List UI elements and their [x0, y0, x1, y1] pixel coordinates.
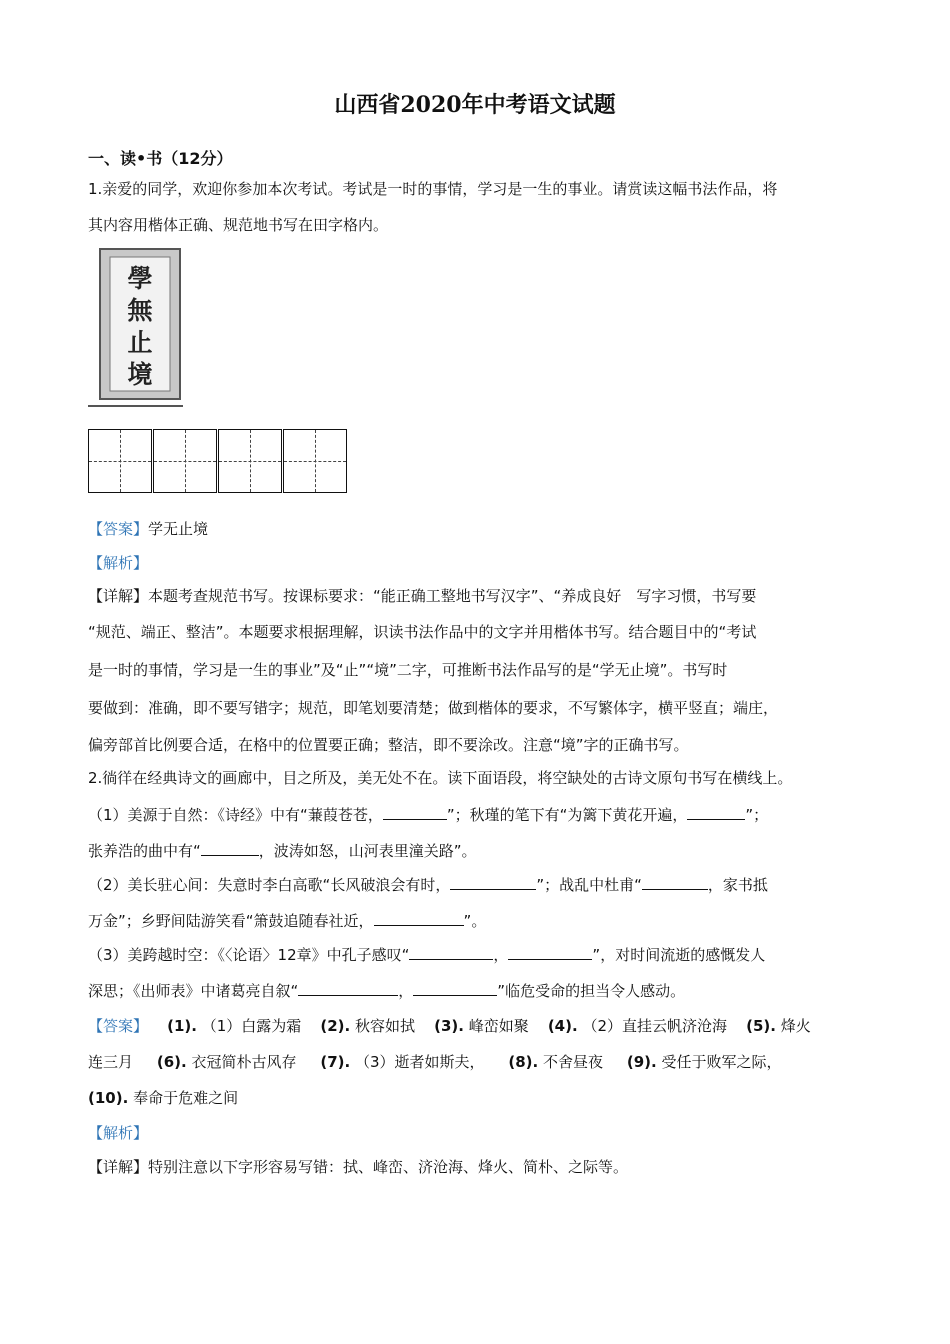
q2-intro: 2.徜徉在经典诗文的画廊中，目之所及，美无处不在。读下面语段，将空缺处的古诗文原句书写在横线上。	[88, 769, 793, 787]
q2-text: ”；秋瑾的笔下有“为篱下黄花开遍，	[446, 806, 688, 824]
page-title: 山西省2020年中考语文试题	[334, 92, 616, 118]
answer-number: (1).	[167, 1017, 197, 1035]
grid-cell	[218, 429, 282, 493]
q2-text: ”临危受命的担当令人感动。	[497, 982, 686, 1000]
answer-text: 学无止境	[148, 520, 209, 538]
detail-tag: 【详解】	[88, 1158, 149, 1176]
answer-text: （2）直挂云帆济沧海	[582, 1017, 728, 1035]
q2-p1-line2	[88, 839, 477, 861]
q2-p2-line1	[88, 873, 768, 895]
answer-text: 秋容如拭	[355, 1017, 416, 1035]
q2-text: ，波涛如怒，山河表里潼关路”。	[258, 842, 477, 860]
grid-cell	[283, 429, 347, 493]
answer-number: (8).	[508, 1053, 539, 1071]
answer-number: (3).	[434, 1017, 464, 1035]
grid-cell	[88, 429, 152, 493]
q2-text: 深思；《出师表》中诸葛亮自叙“	[88, 982, 299, 1000]
answer-tag: 【答案】	[88, 520, 149, 538]
section-heading: 一、读•书（12分）	[88, 149, 233, 168]
q2-detail	[88, 1156, 628, 1177]
q1-detail-line2: “规范、端正、整洁”。本题要求根据理解，识读书法作品中的文字并用楷体书写。结合题目中的“考试	[88, 623, 757, 641]
q2-text: ，	[398, 982, 414, 1000]
answer-text: 衣冠简朴古风存	[191, 1053, 297, 1071]
q2-answer-line2	[88, 1051, 782, 1072]
fill-blank[interactable]	[450, 873, 536, 890]
calligraphy-char-1: 學	[127, 264, 153, 293]
q1-line1: 1.亲爱的同学，欢迎你参加本次考试。考试是一时的事情，学习是一生的事业。请赏读这幅书法作品，将	[88, 180, 778, 198]
q1-answer	[88, 518, 208, 539]
q1-detail-line4: 要做到：准确，即不要写错字；规范，即笔划要清楚；做到楷体的要求，不写繁体字，横平竖直；端庄，	[88, 699, 779, 717]
q2-answer-line3	[88, 1087, 238, 1108]
answer-text: （1）白露为霜	[201, 1017, 302, 1035]
q2-p1-line1	[88, 803, 768, 825]
q2-text: 张养浩的曲中有“	[88, 842, 201, 860]
q2-analysis-tag: 【解析】	[88, 1124, 149, 1142]
answer-text: 受任于败军之际，	[661, 1053, 782, 1071]
calligraphy-char-2: 無	[127, 296, 153, 325]
answer-number: (5).	[746, 1017, 776, 1035]
fill-blank[interactable]	[383, 803, 447, 820]
fill-blank[interactable]	[687, 803, 745, 820]
q2-text: （2）美长驻心间：失意时李白高歌“长风破浪会有时，	[88, 876, 451, 894]
answer-text: 奉命于危难之间	[133, 1089, 239, 1107]
q2-text: ”；	[745, 806, 769, 824]
answer-number: (7).	[320, 1053, 351, 1071]
answer-tag: 【答案】	[88, 1017, 149, 1035]
grid-cell	[153, 429, 217, 493]
q1-line2: 其内容用楷体正确、规范地书写在田字格内。	[88, 216, 389, 234]
answer-number: (9).	[626, 1053, 657, 1071]
answer-text: 峰峦如聚	[468, 1017, 529, 1035]
q2-text: （1）美源于自然：《诗经》中有“蒹葭苍苍，	[88, 806, 383, 824]
answer-number: (6).	[156, 1053, 187, 1071]
fill-blank[interactable]	[413, 979, 497, 996]
q2-p3-line2	[88, 979, 685, 1001]
q1-detail-line1	[88, 585, 756, 606]
q2-text: ”；战乱中杜甫“	[536, 876, 642, 894]
fill-blank[interactable]	[508, 943, 592, 960]
answer-text: 连三月	[88, 1053, 134, 1071]
detail-tag: 【详解】	[88, 587, 149, 605]
q1-detail-line3: 是一时的事情，学习是一生的事业”及“止”“境”二字，可推断书法作品写的是“学无止境”。书写时	[88, 661, 728, 679]
detail-text: 特别注意以下字形容易写错：拭、峰峦、济沧海、烽火、简朴、之际等。	[148, 1158, 629, 1176]
q2-text: 万金”；乡野间陆游笑看“箫鼓追随春社近，	[88, 912, 374, 930]
q2-text: ，家书抵	[707, 876, 768, 894]
q2-p2-line2	[88, 909, 486, 931]
q2-text: （3）美跨越时空：《〈论语〉12章》中孔子感叹“	[88, 946, 410, 964]
q1-detail-line5: 偏旁部首比例要合适，在格中的位置要正确；整洁，即不要涂改。注意“境”字的正确书写。	[88, 736, 689, 754]
fill-blank[interactable]	[298, 979, 398, 996]
fill-blank[interactable]	[409, 943, 493, 960]
answer-number: (10).	[88, 1089, 129, 1107]
calligraphy-image	[88, 245, 188, 410]
q2-p3-line1	[88, 943, 765, 965]
fill-blank[interactable]	[374, 909, 464, 926]
q2-answer-line1	[88, 1015, 811, 1036]
q1-analysis-tag: 【解析】	[88, 554, 149, 572]
calligraphy-char-4: 境	[127, 360, 153, 389]
q2-text: ”。	[463, 912, 487, 930]
answer-number: (2).	[320, 1017, 351, 1035]
answer-number: (4).	[547, 1017, 578, 1035]
q2-text: ”，对时间流逝的感慨发人	[592, 946, 766, 964]
answer-text: （3）逝者如斯夫，	[355, 1053, 485, 1071]
fill-blank[interactable]	[642, 873, 708, 890]
detail-text: 本题考查规范书写。按课标要求：“能正确工整地书写汉字”、“养成良好 写字习惯，书写要	[148, 587, 757, 605]
answer-text: 不舍昼夜	[543, 1053, 604, 1071]
answer-text: 烽火	[780, 1017, 811, 1035]
q2-text: ，	[493, 946, 509, 964]
calligraphy-char-3: 止	[127, 328, 153, 357]
fill-blank[interactable]	[201, 839, 259, 856]
